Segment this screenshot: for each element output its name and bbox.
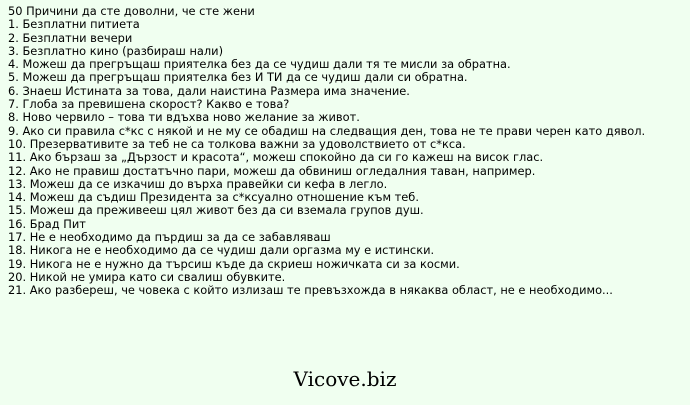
article-text	[8, 5, 684, 298]
list-item: 11. Ако бързаш за „Дързост и красота“, можеш спокойно да си го кажеш на висок глас.	[8, 150, 544, 165]
list-item: 16. Брад Пит	[8, 216, 86, 231]
list-item: 21. Ако разбереш, че човека с който излизаш те превъзхожда в някаква област, не е необходимо...	[8, 283, 613, 298]
list-item: 1. Безплатни питиета	[8, 17, 140, 32]
list-item: 2. Безплатни вечери	[8, 30, 133, 45]
list-item: 10. Презервативите за теб не са толкова важни за удоволствието от с*кса.	[8, 136, 466, 151]
list-item: 6. Знаеш Истината за това, дали наистина Размера има значение.	[8, 83, 410, 98]
list-item: 17. Не е необходимо да пърдиш за да се забавляваш	[8, 230, 331, 245]
list-item: 19. Никога не е нужно да търсиш къде да скриеш ножичката си за косми.	[8, 256, 460, 271]
list-item: 7. Глоба за превишена скорост? Какво е това?	[8, 97, 290, 112]
list-item: 13. Можеш да се изкачиш до върха правейки си кефа в легло.	[8, 176, 388, 191]
article-title: 50 Причини да сте доволни, че сте жени	[8, 4, 255, 18]
list-item: 12. Ако не правиш достатъчно пари, можеш да обвиниш огледалния таван, например.	[8, 163, 536, 178]
list-item: 20. Никой не умира като си свалиш обувките.	[8, 269, 286, 284]
list-item: 5. Можеш да прегръщаш приятелка без И ТИ да се чудиш дали си обратна.	[8, 70, 468, 85]
list-item: 18. Никога не е необходимо да се чудиш дали оргазма му е истински.	[8, 243, 435, 258]
list-item: 15. Можеш да преживееш цял живот без да си вземала групов душ.	[8, 203, 424, 218]
list-item: 14. Можеш да съдиш Президента за с*ксуално отношение към теб.	[8, 190, 419, 205]
list-item: 3. Безплатно кино (разбираш нали)	[8, 43, 224, 58]
list-item: 9. Ако си правила с*кс с някой и не му се обадиш на следващия ден, това не те прави черен като дявол.	[8, 123, 646, 138]
list-item: 8. Ново червило – това ти вдъхва ново желание за живот.	[8, 110, 360, 125]
site-watermark: Vicove.biz	[293, 367, 397, 391]
list-item: 4. Можеш да прегръщаш приятелка без да се чудиш дали тя те мисли за обратна.	[8, 57, 511, 72]
